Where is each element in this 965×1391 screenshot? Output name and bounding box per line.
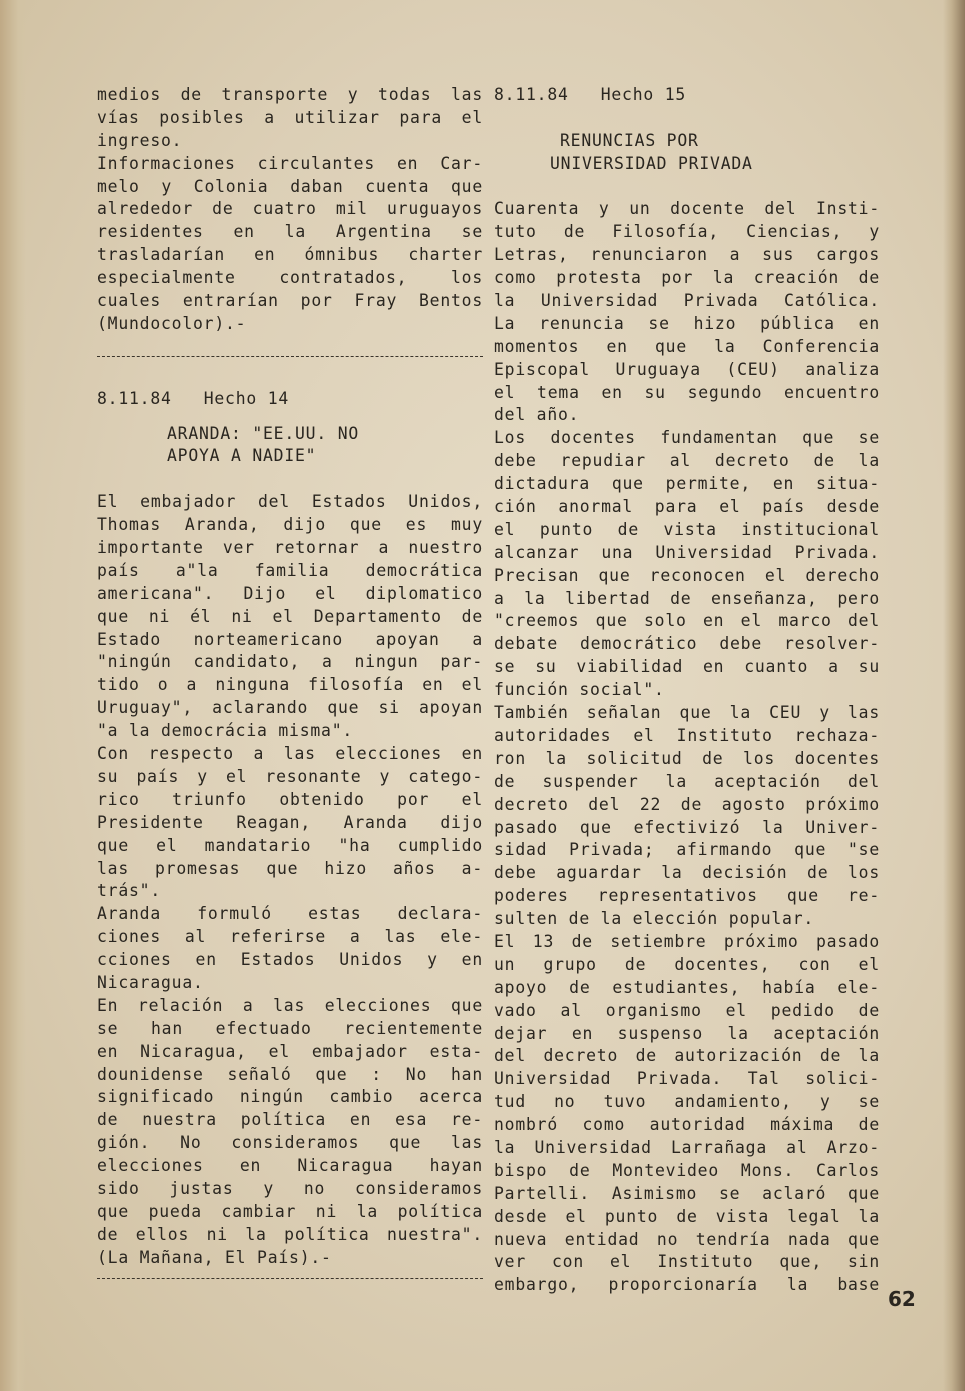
item-title: RENUNCIAS POR <box>560 130 699 150</box>
text-line: decreto del 22 de agosto próximo <box>494 794 880 814</box>
separator-rule <box>97 1278 483 1279</box>
text-line: dejar en suspenso la aceptación <box>494 1023 880 1043</box>
text-line: Uruguay", aclarando que si apoyan <box>97 698 483 718</box>
text-line: como protesta por la creación de <box>494 268 880 288</box>
text-line: "creemos que solo en el marco del <box>494 611 880 631</box>
text-line: americana". Dijo el diplomatico <box>97 583 483 603</box>
item-label: Hecho 14 <box>203 388 290 408</box>
text-line: trás". <box>97 881 162 901</box>
text-line: ron la solicitud de los docentes <box>494 748 880 768</box>
text-line: Presidente Reagan, Aranda dijo <box>97 812 483 832</box>
text-line: pasado que efectivizó la Univer- <box>494 817 880 837</box>
text-line: alcanzar una Universidad Privada. <box>494 542 880 562</box>
text-line: autoridades el Instituto rechaza- <box>494 725 880 745</box>
text-line: embargo, proporcionaría la base <box>494 1275 880 1295</box>
page-edge-left <box>0 0 26 1391</box>
text-line: tuto de Filosofía, Ciencias, y <box>494 222 880 242</box>
text-line: importante ver retornar a nuestro <box>97 538 483 558</box>
item-dateline <box>494 84 880 107</box>
text-line: significado ningún cambio acerca <box>97 1087 483 1107</box>
text-line: el punto de vista institucional <box>494 519 880 539</box>
text-line: se han efectuado recientemente <box>97 1018 483 1038</box>
text-line: "a la democrácia misma". <box>97 721 354 741</box>
text-line: "ningún candidato, a ningun par- <box>97 652 483 672</box>
text-line: Letras, renunciaron a sus cargos <box>494 245 880 265</box>
text-line: medios de transporte y todas las <box>97 85 483 104</box>
text-line: Episcopal Uruguaya (CEU) analiza <box>494 359 880 379</box>
text-line: poderes representativos que re- <box>494 886 880 906</box>
text-line: Universidad Privada. Tal solici- <box>494 1069 880 1089</box>
text-line: Partelli. Asimismo se aclaró que <box>494 1183 880 1203</box>
text-line: ingreso. <box>97 130 183 150</box>
text-line: vías posibles a utilizar para el <box>97 107 483 127</box>
text-line: momentos en que la Conferencia <box>494 336 880 356</box>
text-line: la Universidad Larrañaga al Arzo- <box>494 1137 880 1157</box>
text-line: bispo de Montevideo Mons. Carlos <box>494 1160 880 1180</box>
hecho-14 <box>97 388 483 1279</box>
text-line: gión. No consideramos que las <box>97 1133 483 1153</box>
text-line: También señalan que la CEU y las <box>494 703 880 723</box>
separator-rule <box>97 356 483 357</box>
text-line: En relación a las elecciones que <box>97 995 483 1015</box>
item-title: ARANDA: "EE.UU. NO <box>167 423 360 443</box>
text-line: el tema en su segundo encuentro <box>494 382 880 402</box>
text-line: la Universidad Privada Católica. <box>494 291 880 311</box>
text-line: apoyo de estudiantes, había ele- <box>494 977 880 997</box>
text-line: en Nicaragua, el embajador esta- <box>97 1041 483 1061</box>
item-date: 8.11.84 <box>97 388 172 408</box>
text-line: de suspender la aceptación del <box>494 771 880 791</box>
text-line: debate democrático debe resolver- <box>494 634 880 654</box>
page-number: 62 <box>888 1287 916 1311</box>
text-line: rico triunfo obtenido por el <box>97 789 483 809</box>
text-line: debe aguardar la decisión de los <box>494 863 880 883</box>
text-line: vado al organismo el pedido de <box>494 1000 880 1020</box>
text-line: Aranda formuló estas declara- <box>97 904 483 924</box>
text-line: El embajador del Estados Unidos, <box>97 492 483 512</box>
text-line: ción anormal para el país desde <box>494 497 880 517</box>
text-line: alrededor de cuatro mil uruguayos <box>97 199 483 219</box>
text-line: nombró como autoridad máxima de <box>494 1115 880 1135</box>
text-line: Thomas Aranda, dijo que es muy <box>97 515 483 535</box>
text-line: Precisan que reconocen el derecho <box>494 565 880 585</box>
text-line: Informaciones circulantes en Car- <box>97 153 483 173</box>
text-line: desde el punto de vista legal la <box>494 1206 880 1226</box>
text-line: de nuestra política en esa re- <box>97 1110 483 1130</box>
text-line: tido o a ninguna filosofía en el <box>97 675 483 695</box>
text-line: Cuarenta y un docente del Insti- <box>494 199 880 219</box>
item-body <box>494 198 880 1297</box>
text-line: función social". <box>494 680 665 700</box>
text-line: sulten de la elección popular. <box>494 909 815 929</box>
text-line: que ni él ni el Departamento de <box>97 606 483 626</box>
text-line: dounidense señaló que : No han <box>97 1064 483 1084</box>
text-line: trasladarían en ómnibus charter <box>97 245 483 265</box>
text-line: residentes en la Argentina se <box>97 222 483 242</box>
text-line: cciones en Estados Unidos y en <box>97 950 483 970</box>
text-line: sido justas y no consideramos <box>97 1178 483 1198</box>
text-line: dictadura que permite, en situa- <box>494 474 880 494</box>
previous-item-continuation <box>97 84 483 336</box>
item-date: 8.11.84 <box>494 85 569 104</box>
hecho-15 <box>494 84 880 1297</box>
text-line: ciones al referirse a las ele- <box>97 927 483 947</box>
text-line: a la libertad de enseñanza, pero <box>494 588 880 608</box>
text-line: Con respecto a las elecciones en <box>97 744 483 764</box>
text-line: tud no tuvo andamiento, y se <box>494 1092 880 1112</box>
right-column <box>494 84 880 1297</box>
text-line: melo y Colonia daban cuenta que <box>97 176 483 196</box>
text-line: Nicaragua. <box>97 972 204 992</box>
text-line: de ellos ni la política nuestra". <box>97 1224 483 1244</box>
text-line: sidad Privada; afirmando que "se <box>494 840 880 860</box>
text-line: nueva entidad no tendría nada que <box>494 1229 880 1249</box>
page-edge-right <box>943 0 965 1391</box>
text-line: (La Mañana, El País).- <box>97 1247 332 1267</box>
text-line: que pueda cambiar ni la política <box>97 1201 483 1221</box>
item-title: UNIVERSIDAD PRIVADA <box>550 153 753 173</box>
text-line: Los docentes fundamentan que se <box>494 428 880 448</box>
text-line: se su viabilidad en cuanto a su <box>494 657 880 677</box>
item-body <box>97 491 483 1269</box>
text-line: (Mundocolor).- <box>97 313 247 333</box>
text-line: un grupo de docentes, con el <box>494 954 880 974</box>
text-line: su país y el resonante y catego- <box>97 766 483 786</box>
item-label: Hecho 15 <box>600 85 687 104</box>
text-line: Estado norteamericano apoyan a <box>97 629 483 649</box>
text-line: del año. <box>494 405 580 425</box>
text-line: las promesas que hizo años a- <box>97 858 483 878</box>
text-line: del decreto de autorización de la <box>494 1046 880 1066</box>
left-column <box>97 84 483 1287</box>
item-title: APOYA A NADIE" <box>167 446 317 466</box>
text-line: elecciones en Nicaragua hayan <box>97 1156 483 1176</box>
item-dateline <box>97 388 483 411</box>
text-line: La renuncia se hizo pública en <box>494 313 880 333</box>
text-line: ver con el Instituto que, sin <box>494 1252 880 1272</box>
text-line: especialmente contratados, los <box>97 268 483 288</box>
text-line: cuales entrarían por Fray Bentos <box>97 291 483 311</box>
text-line: que el mandatario "ha cumplido <box>97 835 483 855</box>
text-line: debe repudiar al decreto de la <box>494 451 880 471</box>
text-line: El 13 de setiembre próximo pasado <box>494 931 880 951</box>
text-line: país a"la familia democrática <box>97 560 483 580</box>
